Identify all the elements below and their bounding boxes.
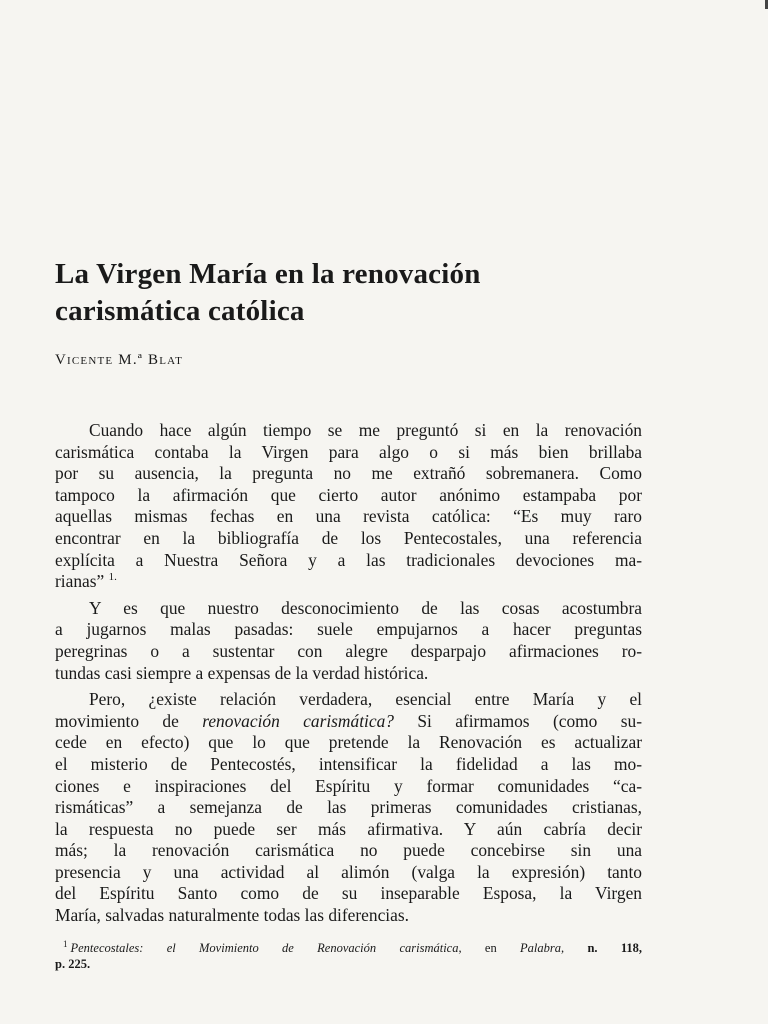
text-line: rismáticas” a semejanza de las primeras comunidades cristianas, [55,797,642,818]
text-line: Pero, ¿existe relación verdadera, esencial entre María y el [89,689,642,710]
article-title [55,256,695,330]
emphasized-term: renovación carismática? [202,710,394,731]
text-segment: Si afirmamos (como su- [393,710,642,731]
paragraph-1 [55,420,642,593]
footnote-pages: p. 225. [55,957,91,971]
author-name: Vicente M.ª Blat [55,352,184,368]
title-line-1: La Virgen María en la renovación [55,258,481,290]
text-line: encontrar en la bibliografía de los Pentecostales, una referencia [55,527,642,548]
text-line: a jugarnos malas pasadas: suele empujarnos a hacer preguntas [55,619,642,640]
text-line-content: rianas” [55,571,105,592]
footnote-issue: n. 118, [587,941,643,955]
paragraph-3 [55,689,642,927]
text-line: Y es que nuestro desconocimiento de las cosas acostumbra [89,597,642,618]
text-line: aquellas mismas fechas en una revista católica: “Es muy raro [55,506,642,527]
text-line: el misterio de Pentecostés, intensificar la fidelidad a las mo- [55,753,642,774]
text-segment: movimiento de [55,710,203,731]
text-line: del Espíritu Santo como de su inseparable Esposa, la Virgen [55,883,642,904]
text-line: más; la renovación carismática no puede concebirse sin una [55,840,642,861]
text-line: Cuando hace algún tiempo se me preguntó si en la renovación [89,420,642,440]
text-line: carismática contaba la Virgen para algo o si más bien brillaba [55,441,642,462]
footnote-in: en [484,941,497,955]
text-line: tundas casi siempre a expensas de la verdad histórica. [55,662,429,683]
text-line: ciones e inspiraciones del Espíritu y formar comunidades “ca- [55,775,642,796]
text-line [55,571,642,593]
text-line: María, salvadas naturalmente todas las diferencias. [55,905,409,926]
footnote [55,940,642,972]
text-line [55,711,642,733]
text-line: cede en efecto) que lo que pretende la Renovación es actualizar [55,732,642,753]
footnote-number: 1 [63,938,68,949]
title-line-2: carismática católica [55,295,305,327]
footnote-source: Palabra, [520,941,565,955]
footnote-title: Pentecostales: el Movimiento de Renovación carismática, [70,941,462,955]
text-line: por su ausencia, la pregunta no me extrañó sobremanera. Como [55,463,642,484]
footnote-reference[interactable]: 1. [108,571,117,584]
text-line: peregrinas o a sustentar con alegre desparpajo afirmaciones ro- [55,640,642,661]
footnote-line [55,940,642,956]
text-line: explícita a Nuestra Señora y a las tradicionales devociones ma- [55,549,642,570]
text-line: la respuesta no puede ser más afirmativa. Y aún cabría decir [55,818,642,839]
text-line: tampoco la afirmación que cierto autor anónimo estampaba por [55,484,642,505]
article-body [55,420,642,927]
paragraph-2 [55,598,642,684]
text-line: presencia y una actividad al alimón (valga la expresión) tanto [55,861,642,882]
